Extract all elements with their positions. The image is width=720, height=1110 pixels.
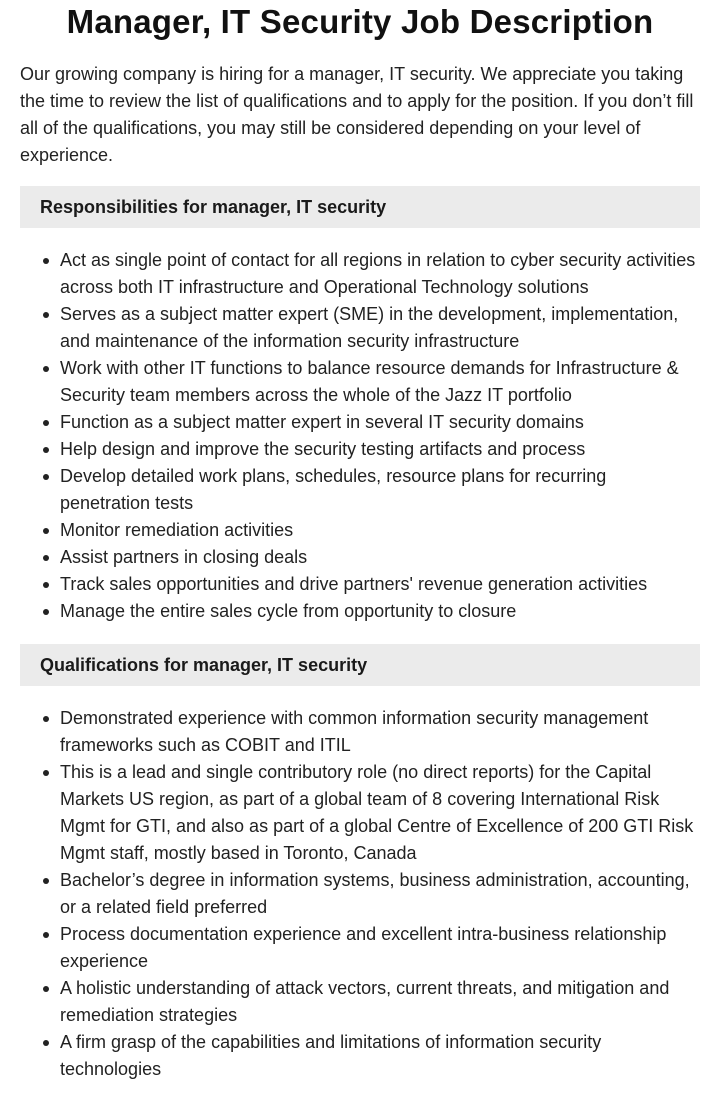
page-title: Manager, IT Security Job Description: [66, 3, 654, 40]
intro-paragraph: Our growing company is hiring for a manager, IT security. We appreciate you taking the time to review the list of qualifications and to apply for the position. If you don’t fill all of the qualifications, you may still be considered depending on your level of experience.: [20, 64, 694, 165]
list-item: Act as single point of contact for all regions in relation to cyber security activities across both IT infrastructure and Operational Technology solutions: [60, 247, 700, 301]
list-item: Process documentation experience and excellent intra-business relationship experience: [60, 921, 700, 975]
qualifications-heading: Qualifications for manager, IT security: [20, 644, 700, 686]
list-item: Demonstrated experience with common information security management frameworks such as COBIT and ITIL: [60, 705, 700, 759]
qualifications-list: [20, 705, 700, 1083]
list-item: Manage the entire sales cycle from opportunity to closure: [60, 598, 700, 625]
list-item: This is a lead and single contributory role (no direct reports) for the Capital Markets US region, as part of a global team of 8 covering International Risk Mgmt for GTI, and also as part of a global Centre of Excellence of 200 GTI Risk Mgmt staff, mostly based in Toronto, Canada: [60, 759, 700, 867]
list-item: Monitor remediation activities: [60, 517, 700, 544]
list-item: Assist partners in closing deals: [60, 544, 700, 571]
list-item: Work with other IT functions to balance resource demands for Infrastructure & Security team members across the whole of the Jazz IT portfolio: [60, 355, 700, 409]
list-item: A firm grasp of the capabilities and limitations of information security technologies: [60, 1029, 700, 1083]
list-item: A holistic understanding of attack vectors, current threats, and mitigation and remediation strategies: [60, 975, 700, 1029]
list-item: Develop detailed work plans, schedules, resource plans for recurring penetration tests: [60, 463, 700, 517]
list-item: Function as a subject matter expert in several IT security domains: [60, 409, 700, 436]
list-item: Serves as a subject matter expert (SME) in the development, implementation, and maintenance of the information security infrastructure: [60, 301, 700, 355]
list-item: Bachelor’s degree in information systems, business administration, accounting, or a related field preferred: [60, 867, 700, 921]
responsibilities-list: [20, 247, 700, 625]
responsibilities-heading: Responsibilities for manager, IT security: [20, 186, 700, 228]
list-item: Track sales opportunities and drive partners' revenue generation activities: [60, 571, 700, 598]
list-item: Help design and improve the security testing artifacts and process: [60, 436, 700, 463]
